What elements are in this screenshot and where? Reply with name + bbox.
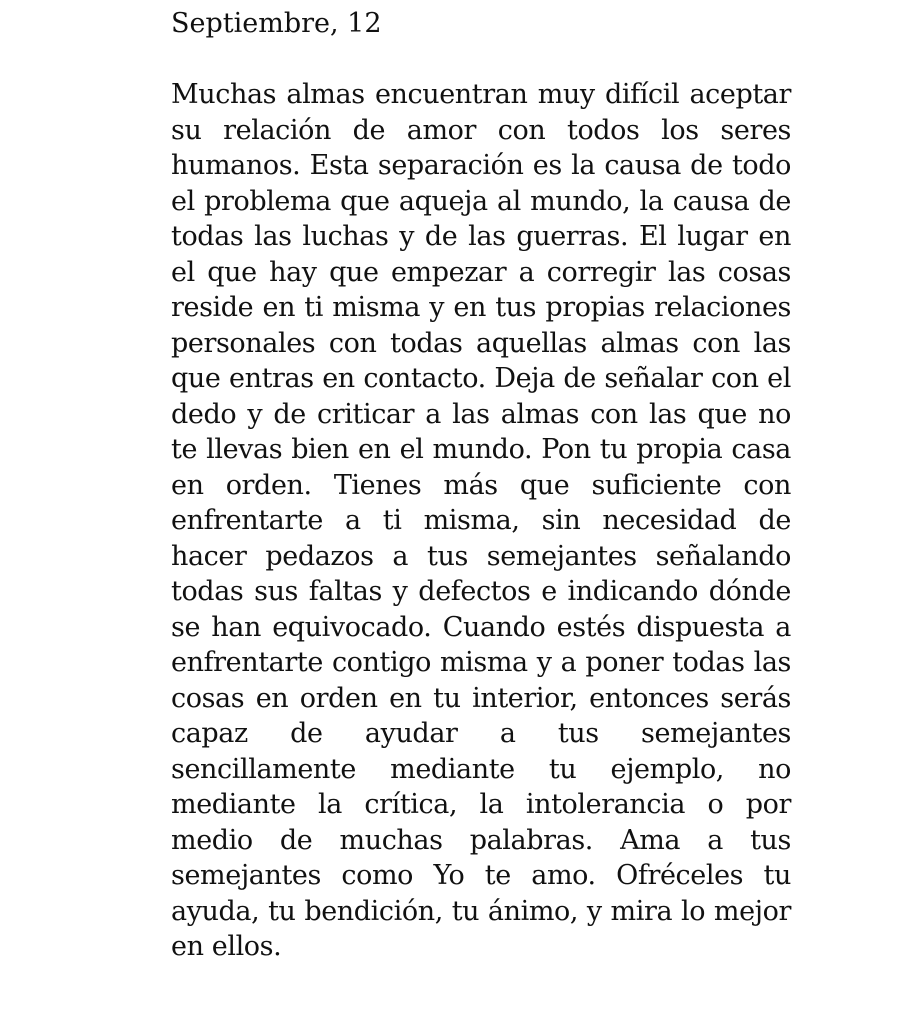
entry-paragraph: Muchas almas encuentran muy difícil aceptar su relación de amor con todos los seres humanos. Esta separación es la causa de todo el problema que aqueja al mundo, la causa de todas las luchas y de las guerras. El lugar en el que hay que empezar a corregir las cosas reside en ti misma y en tus propias relaciones personales con todas aquellas almas con las que entras en contacto. Deja de señalar con el dedo y de criticar a las almas con las que no te llevas bien en el mundo. Pon tu propia casa en orden. Tienes más que suficiente con enfrentarte a ti misma, sin necesidad de hacer pedazos a tus semejantes señalando todas sus faltas y defectos e indicando dónde se han equivocado. Cuando estés dispuesta a enfrentarte contigo misma y a poner todas las cosas en orden en tu interior, entonces serás capaz de ayudar a tus semejantes sencillamente mediante tu ejemplo, no mediante la crítica, la intolerancia o por medio de muchas palabras. Ama a tus semejantes como Yo te amo. Ofréceles tu ayuda, tu bendición, tu ánimo, y mira lo mejor en ellos. <box>171 79 791 962</box>
document-page <box>171 0 791 992</box>
entry-date: Septiembre, 12 <box>171 8 382 39</box>
